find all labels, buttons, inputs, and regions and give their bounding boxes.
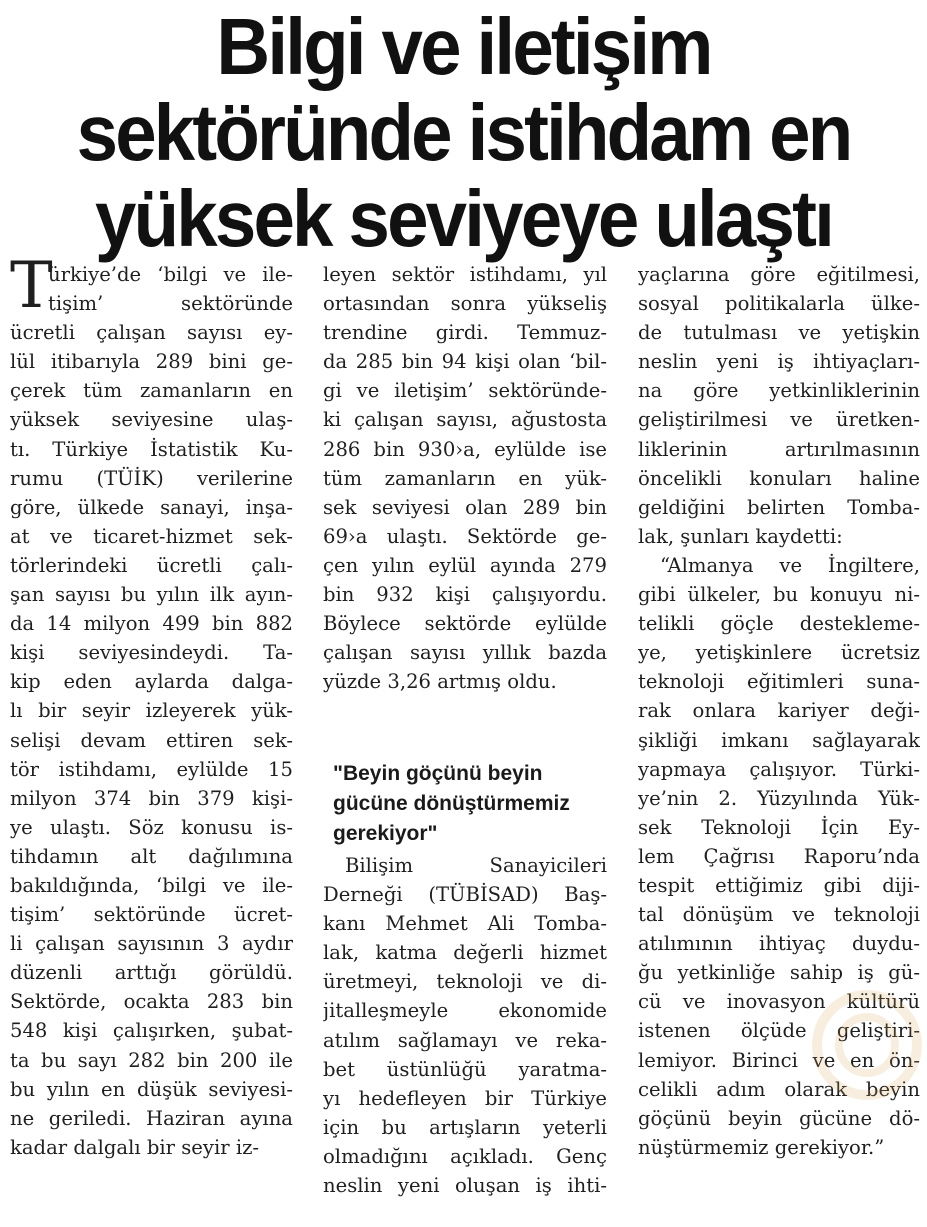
article-column-1	[10, 260, 293, 1162]
text-line: atılımının ihtiyaç duydu-	[638, 932, 920, 956]
text-line: da 14 milyon 499 bin 882	[10, 612, 293, 636]
text-line: olmadığını açıkladı. Genç	[323, 1144, 607, 1168]
subheading	[333, 759, 613, 849]
text-line: şikliği imkanı sağlayarak	[638, 728, 920, 752]
text-line: neslin yeni oluşan iş ihti-	[323, 1174, 607, 1198]
text-line: yüzde 3,26 artmış oldu.	[323, 670, 557, 694]
article-column-2	[323, 260, 607, 696]
headline-line: sektöründe istihdam en	[76, 88, 851, 177]
text-line: gi ve iletişim’ sektöründe-	[323, 379, 607, 403]
text-line: ürkiye’de ‘bilgi ve ile-	[48, 263, 293, 286]
text-line: rumu (TÜİK) verilerine	[10, 466, 293, 490]
text-line: ye ulaştı. Söz konusu is-	[10, 815, 293, 839]
text-line: çen yılın eylül ayında 279	[323, 553, 607, 577]
text-line: lı bir seyir izleyerek yük-	[10, 699, 293, 723]
text-line: celikli adım olarak beyin	[638, 1077, 920, 1101]
headline-line: Bilgi ve iletişim	[216, 2, 711, 91]
text-line: bet üstünlüğü yaratma-	[323, 1057, 607, 1081]
text-line: selişi devam ettiren sek-	[10, 728, 293, 752]
text-line: bu yılın en düşük seviyesi-	[10, 1077, 293, 1101]
text-line: istenen ölçüde geliştiri-	[638, 1019, 920, 1043]
text-line: trendine girdi. Temmuz-	[323, 321, 607, 345]
text-line: tespit ettiğimiz gibi diji-	[638, 873, 920, 897]
subheading-line: "Beyin göçünü beyin	[333, 762, 543, 785]
text-line: atılım sağlamayı ve reka-	[323, 1028, 607, 1052]
text-line: lül itibarıyla 289 bini ge-	[10, 350, 293, 374]
text-line: nüştürmemiz gerekiyor.”	[638, 1135, 885, 1159]
text-line: tihdamın alt dağılımına	[10, 844, 293, 868]
text-line: öncelikli konuları haline	[638, 466, 920, 490]
text-line: ki çalışan sayısı, ağustosta	[323, 408, 607, 432]
text-line: Derneği (TÜBİSAD) Baş-	[323, 883, 607, 907]
text-line: kanı Mehmet Ali Tomba-	[323, 912, 607, 936]
text-line: tör istihdamı, eylülde 15	[10, 757, 293, 781]
text-line: liklerinin artırılmasının	[638, 437, 920, 461]
text-line: tal dönüşüm ve teknoloji	[638, 903, 920, 927]
text-line: ortasından sonra yükseliş	[323, 292, 607, 316]
text-line: törlerindeki ücretli çalı-	[10, 553, 293, 577]
article-column-2-continued	[323, 851, 607, 1200]
text-line: ta bu sayı 282 bin 200 ile	[10, 1048, 293, 1072]
text-line: tı. Türkiye İstatistik Ku-	[10, 437, 293, 461]
text-line: yüksek seviyesine ulaş-	[10, 408, 293, 432]
text-line: ye’nin 2. Yüzyılında Yük-	[638, 786, 920, 810]
text-line: ücretli çalışan sayısı ey-	[10, 321, 293, 345]
text-line: jitalleşmeyle ekonomide	[323, 999, 607, 1023]
text-line: lemiyor. Birinci ve en ön-	[638, 1048, 920, 1072]
text-line: için bu artışların yeterli	[323, 1115, 607, 1139]
subheading-line: gücüne dönüştürmemiz	[333, 792, 570, 815]
headline-line: yüksek seviyeye ulaştı	[95, 174, 832, 263]
text-line: tüm zamanların en yük-	[323, 466, 607, 490]
text-line: 69›a ulaştı. Sektörde ge-	[323, 524, 607, 548]
headline	[32, 4, 894, 262]
text-line: cü ve inovasyon kültürü	[638, 990, 920, 1014]
text-line: tişim’ sektöründe ücret-	[10, 903, 293, 927]
text-line: yapmaya çalışıyor. Türki-	[638, 757, 920, 781]
text-line: sosyal politikalarla ülke-	[638, 292, 920, 316]
text-line: lak, şunları kaydetti:	[638, 524, 843, 548]
text-line: lak, katma değerli hizmet	[323, 941, 607, 965]
text-line: kip eden aylarda dalga-	[10, 670, 293, 694]
text-line: kadar dalgalı bir seyir iz-	[10, 1135, 260, 1159]
text-line: “Almanya ve İngiltere,	[660, 553, 920, 577]
text-line: ne geriledi. Haziran ayına	[10, 1106, 293, 1130]
text-line: kişi seviyesindeydi. Ta-	[10, 641, 293, 665]
text-line: göçünü beyin gücüne dö-	[638, 1106, 920, 1130]
subheading-line: gerekiyor"	[333, 822, 438, 845]
text-line: milyon 374 bin 379 kişi-	[10, 786, 293, 810]
text-line: Sektörde, ocakta 283 bin	[10, 990, 293, 1014]
text-line: da 285 bin 94 kişi olan ‘bil-	[323, 350, 607, 374]
text-line: geldiğini belirten Tomba-	[638, 495, 920, 519]
text-line: üretmeyi, teknoloji ve di-	[323, 970, 607, 994]
text-line: na göre yetkinliklerinin	[638, 379, 920, 403]
text-line: şan sayısı bu yılın ilk ayın-	[10, 583, 293, 607]
text-line: 286 bin 930›a, eylülde ise	[323, 437, 607, 461]
text-line: çalışan sayısı yıllık bazda	[323, 641, 607, 665]
text-line: li çalışan sayısının 3 aydır	[10, 932, 293, 956]
text-line: geliştirilmesi ve üretken-	[638, 408, 920, 432]
text-line: de tutulması ve yetişkin	[638, 321, 920, 345]
text-line: Böylece sektörde eylülde	[323, 612, 607, 636]
text-line: 548 kişi çalışırken, şubat-	[10, 1019, 293, 1043]
text-line: çerek tüm zamanların en	[10, 379, 293, 403]
text-line: yaçlarına göre eğitilmesi,	[638, 263, 920, 286]
text-line: sek Teknoloji İçin Ey-	[638, 815, 920, 839]
text-line: teknoloji eğitimleri suna-	[638, 670, 920, 694]
text-line: bakıldığında, ‘bilgi ve ile-	[10, 873, 293, 897]
text-line: rak onlara kariyer deği-	[638, 699, 920, 723]
text-line: ğu yetkinliğe sahip iş gü-	[638, 961, 920, 985]
text-line: leyen sektör istihdamı, yıl	[323, 263, 607, 286]
text-line: göre, ülkede sanayi, inşa-	[10, 495, 293, 519]
text-line: at ve ticaret-hizmet sek-	[10, 524, 293, 548]
text-line: Bilişim Sanayicileri	[345, 854, 607, 877]
text-line: ye, yetişkinlere ücretsiz	[638, 641, 920, 665]
text-line: gibi ülkeler, bu konuyu ni-	[638, 583, 920, 607]
text-line: lem Çağrısı Raporu’nda	[638, 844, 920, 868]
text-line: sek seviyesi olan 289 bin	[323, 495, 607, 519]
watermark-logo-icon	[812, 985, 922, 1105]
text-line: yı hedefleyen bir Türkiye	[323, 1086, 607, 1110]
text-line: neslin yeni iş ihtiyaçları-	[638, 350, 920, 374]
text-line: düzenli arttığı görüldü.	[10, 961, 293, 985]
text-line: bin 932 kişi çalışıyordu.	[323, 583, 607, 607]
text-line: telikli göçle destekleme-	[638, 612, 920, 636]
text-line: tişim’ sektöründe	[48, 292, 293, 316]
drop-cap: T	[10, 249, 53, 323]
